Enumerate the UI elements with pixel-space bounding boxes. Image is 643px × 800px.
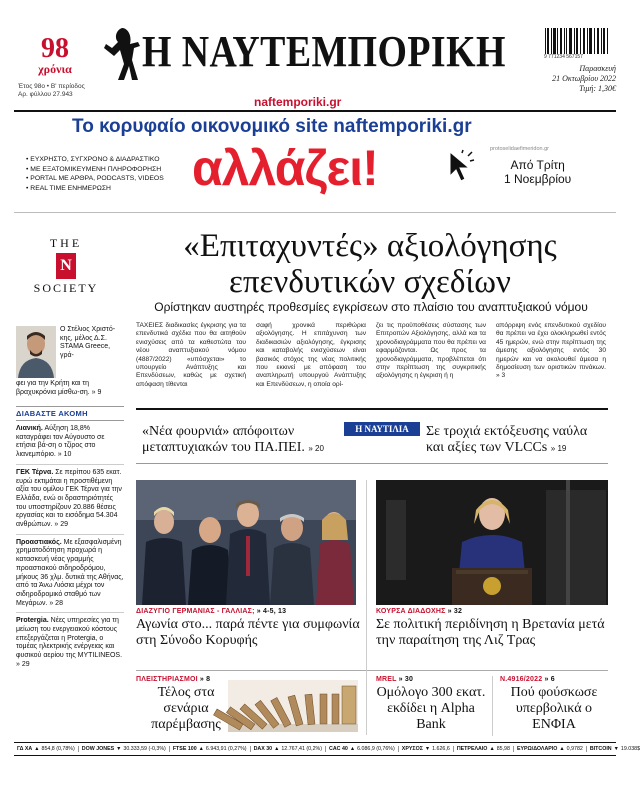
kicker-text: ΠΛΕΙΣΤΗΡΙΑΣΜΟΙ bbox=[136, 676, 198, 683]
left-sidebar bbox=[16, 230, 124, 674]
kicker-text: ΔΙΑΖΥΓΙΟ ΓΕΡΜΑΝΙΑΣ - ΓΑΛΛΙΑΣ; bbox=[136, 608, 255, 615]
story-kicker bbox=[376, 608, 608, 615]
story-headline: Σε πολιτική περιδίνηση η Βρετανία μετά την παραίτηση της Λιζ Τρας bbox=[376, 617, 605, 648]
story-auctions[interactable] bbox=[136, 676, 236, 733]
issue-meta bbox=[14, 83, 96, 99]
lead-headline[interactable] bbox=[130, 228, 610, 300]
story-kicker bbox=[136, 608, 360, 615]
lead-body bbox=[136, 322, 606, 389]
promo-date-line1: Από Τρίτη bbox=[510, 158, 565, 172]
weekday: Παρασκευή bbox=[579, 64, 616, 73]
story-divider bbox=[136, 670, 608, 671]
issue-date bbox=[552, 64, 616, 94]
teaser-left-title: «Νέα φουρνιά» απόφοιτων μεταπτυχιακών του ΠΑ.ΠΕΙ. bbox=[142, 424, 305, 455]
masthead-rule bbox=[14, 110, 616, 112]
column-divider bbox=[366, 480, 367, 735]
ticker-value: 1.626,6 bbox=[432, 746, 450, 752]
ticker-item bbox=[454, 746, 514, 752]
promo-credit: protoselidaefimeridon.gr bbox=[490, 146, 550, 152]
ticker-item bbox=[170, 746, 251, 752]
lead-headline-line2: επενδυτικών σχεδίων bbox=[229, 264, 511, 300]
ticker-name: ΧΡΥΣΟΣ bbox=[401, 746, 423, 752]
ticker-name: ΕΥΡΩ/ΔΟΛΑΡΙΟ bbox=[516, 746, 558, 752]
trend-arrow-icon: ▲ bbox=[274, 746, 280, 752]
ticker-name: BITCOIN bbox=[589, 746, 612, 752]
summit-leaders-photo bbox=[136, 480, 356, 605]
truss-resignation-photo bbox=[376, 480, 608, 605]
brief-item[interactable] bbox=[16, 421, 124, 465]
kicker-text: Ν.4916/2022 bbox=[500, 676, 543, 683]
ticker-value: 0,9782 bbox=[566, 746, 583, 752]
society-n-badge: N bbox=[56, 253, 76, 279]
kicker-page: » 32 bbox=[447, 608, 463, 615]
story-uk-politics[interactable] bbox=[376, 608, 608, 649]
trend-arrow-icon: ▼ bbox=[116, 746, 122, 752]
ticker-item bbox=[14, 746, 79, 752]
kicker-page: » 8 bbox=[199, 676, 211, 683]
promo-date-line2: 1 Νοεμβρίου bbox=[504, 172, 572, 186]
lead-column: σαφή χρονικά περιθώρια αξιολόγησης. Η επιτάχυνση των διαδικασιών αξιολόγησης, έγκρισης και καταβολής ενισχύσεων είναι βασικός στόχος της νέας πολιτικής που εκκινεί με απόφαση του αναπληρωτή υπουργού Ανάπτυξης και Επενδύσεων, η οποία ορί- bbox=[256, 322, 366, 388]
story-alpha-bank[interactable] bbox=[376, 676, 486, 733]
trend-arrow-icon: ▼ bbox=[424, 746, 431, 752]
ticker-value: 30.333,59 (-0,3%) bbox=[123, 746, 166, 752]
brief-item[interactable] bbox=[16, 535, 124, 614]
mouse-cursor-icon bbox=[448, 150, 474, 184]
ticker-name: FTSE 100 bbox=[172, 746, 197, 752]
trend-arrow-icon: ▲ bbox=[559, 746, 565, 752]
ticker-value: 19.038$ bbox=[620, 746, 641, 752]
society-logo bbox=[16, 230, 116, 320]
brief-text: Με εξασφαλισμένη χρηματοδότηση προχωρά η κατασκευή νέας γραμμής προαστιακού σιδηροδρόμου, μήκους 36 χλμ. δυτικά της Αθήνας, από τα Άνω Λιόσια μέχρι τον σιδηροδρομικό σταθμό των Μεγάρων. » 28 bbox=[16, 538, 124, 607]
read-more-heading: ΔΙΑΒΑΣΤΕ ΑΚΟΜΗ bbox=[16, 406, 124, 421]
falling-dominoes-illustration bbox=[228, 680, 358, 732]
brief-title: Λιανική. bbox=[16, 425, 43, 432]
shipping-section-badge: Η ΝΑΥΤΙΛΙΑ bbox=[344, 422, 420, 436]
trend-arrow-icon: ▲ bbox=[489, 746, 495, 752]
lead-column: ΤΑΧΕΙΕΣ διαδικασίες έγκρισης για τα επενδυτικά σχέδια που θα αιτηθούν ενισχύσεις από τα καθεστώτα του νέου αναπτυξιακού νόμου (4887/2022) «υπόσχεται» το υπουργείο Ανάπτυξης και Επενδύσεων, καθώς με σχετική απόφαση τίθενται bbox=[136, 322, 246, 388]
society-profile[interactable] bbox=[16, 326, 124, 402]
ticker-value: 85,98 bbox=[496, 746, 510, 752]
ticker-value: 6.943,91 (0,27%) bbox=[205, 746, 247, 752]
ticker-item bbox=[399, 746, 454, 752]
trend-arrow-icon: ▲ bbox=[198, 746, 204, 752]
kicker-page: » 4-5, 13 bbox=[256, 608, 287, 615]
story-kicker bbox=[500, 676, 608, 683]
trend-arrow-icon: ▲ bbox=[349, 746, 356, 752]
ticker-item bbox=[587, 746, 643, 752]
promo-feature-list bbox=[26, 155, 164, 193]
promo-big-word: αλλάζει! bbox=[192, 140, 378, 196]
promo-feature: • ΕΥΧΡΗΣΤΟ, ΣΥΓΧΡΟΝΟ & ΔΙΑΔΡΑΣΤΙΚΟ bbox=[26, 155, 164, 165]
date: 21 Οκτωβρίου 2022 bbox=[552, 74, 616, 83]
society-the: THE bbox=[49, 236, 83, 250]
brief-item[interactable] bbox=[16, 465, 124, 535]
newspaper-title: Η ΝΑΥΤΕΜΠΟΡΙΚΗ bbox=[142, 27, 506, 76]
ticker-name: ΠΕΤΡΕΛΑΙΟ bbox=[456, 746, 488, 752]
masthead bbox=[14, 22, 616, 114]
teaser-strip bbox=[136, 408, 608, 464]
trend-arrow-icon: ▼ bbox=[613, 746, 619, 752]
kicker-text: ΚΟΥΡΣΑ ΔΙΑΔΟΧΗΣ bbox=[376, 608, 446, 615]
market-ticker bbox=[14, 742, 641, 756]
ticker-name: DAX 30 bbox=[253, 746, 273, 752]
lead-headline-line1: «Επιταχυντές» αξιολόγησης bbox=[183, 228, 557, 264]
society-word: SOCIETY bbox=[33, 281, 99, 295]
barcode-number: 9 771234 567157 bbox=[544, 54, 583, 60]
brief-title: ΓΕΚ Τέρνα. bbox=[16, 468, 54, 476]
brief-text: Αύξηση 18,8% καταγράφει τον Αύγουστο σε ετήσια βά-ση ο τζίρος στο λιανεμπόριο. » 10 bbox=[16, 425, 105, 459]
column-divider bbox=[492, 676, 493, 736]
lead-subhead: Ορίστηκαν αυστηρές προθεσμίες εγκρίσεων στο πλαίσιο του αναπτυξιακού νόμου bbox=[154, 300, 588, 314]
kicker-text: MREL bbox=[376, 676, 397, 683]
ticker-value: 854,8 (0,78%) bbox=[41, 746, 75, 752]
story-headline: Τέλος στα σενάρια παρέμβασης bbox=[151, 685, 221, 732]
story-eu-summit[interactable] bbox=[136, 608, 360, 649]
promo-rule bbox=[14, 212, 616, 213]
promo-feature: • ΜΕ ΕΞΑΤΟΜΙΚΕΥΜΕΝΗ ΠΛΗΡΟΦΟΡΗΣΗ bbox=[26, 165, 164, 175]
promo-feature: • PORTAL ΜΕ ΑΡΘΡΑ, PODCASTS, VIDEOS bbox=[26, 174, 164, 184]
promo-date bbox=[504, 158, 571, 186]
ticker-value: 6.086,9 (0,76%) bbox=[357, 746, 395, 752]
story-headline: Ομόλογο 300 εκατ. εκδίδει η Alpha Bank bbox=[376, 685, 486, 732]
brief-item[interactable] bbox=[16, 613, 124, 673]
ticker-item bbox=[251, 746, 326, 752]
lead-column: απόρριψη ενός επενδυτικού σχεδίου θα πρέπει να έχει ολοκληρωθεί εντός 45 ημερών, ενώ στην περίπτωση της άμεσης αξιολόγησης εντός 30 ημερών και να ακολουθεί άμεσα η δημοσίευση των οριστικών πινάκων. » 3 bbox=[496, 322, 606, 380]
issue-year: Έτος 98ο • Β' περίοδος bbox=[18, 83, 85, 90]
ticker-value: 12.767,41 (0,2%) bbox=[281, 746, 322, 752]
brief-title: Protergia. bbox=[16, 617, 49, 625]
anniversary-word: χρόνια bbox=[38, 62, 72, 76]
anniversary-number: 98 bbox=[41, 33, 69, 64]
brief-text: Νέες υπηρεσίες για τη μείωση του ενεργειακού κόστους επεξεργάζεται η Protergia, ο τομέας ηλεκτρικής ενέργειας και φυσικού αερίου της MYTILINEOS. » 29 bbox=[16, 617, 123, 668]
issue-number: Αρ. φύλλου 27.943 bbox=[18, 91, 73, 98]
ticker-name: ΓΔ ΧΑ bbox=[17, 746, 33, 752]
story-kicker bbox=[376, 676, 486, 683]
story-kicker bbox=[136, 676, 236, 683]
profile-text-cont: φει για την Κρήτη και τη βραχυκρόνια μίσθω-ση. » 9 bbox=[16, 380, 102, 396]
ticker-name: DOW JONES bbox=[81, 746, 115, 752]
lead-column: ζει τις προϋποθέσεις σύστασης των Επιτροπών Αξιολόγησης, αλλά και τα χρονοδιαγράμματα που θα πρέπει να εφαρμόζονται. Ως προς τα χρονοδιαγράμματα, προβλέπεται ότι στην περίπτωση της συγκριτικής αξιολόγησης η έγκριση ή η bbox=[376, 322, 486, 380]
teaser-right-title: Σε τροχιά εκτόξευσης ναύλα και αξίες των VLCCs bbox=[426, 424, 588, 455]
story-headline: Πού φούσκωσε υπερβολικά ο ΕΝΦΙΑ bbox=[510, 685, 598, 732]
ticker-item bbox=[79, 746, 170, 752]
brief-text: Σε περίπου 635 εκατ. ευρώ εκτιμάται η προστιθέμενη αξία του ομίλου ΓΕΚ Τέρνα για την Ελλάδα, ενώ οι δραστηριότητές του υποστηρίζουν 20.886 θέσεις εργασίας και το εισόδημα 54.304 ανθρώπων. » 29 bbox=[16, 468, 122, 529]
ticker-item bbox=[326, 746, 399, 752]
profile-text: Ο Στέλιος Χριστό-κης, μέλος Δ.Σ. STAMA Greece, γρά- bbox=[60, 326, 116, 359]
teaser-left-page: » 20 bbox=[308, 444, 324, 453]
kicker-page: » 6 bbox=[544, 676, 555, 683]
story-headline: Αγωνία στο... παρά πέντε για συμφωνία στη Σύνοδο Κορυφής bbox=[136, 617, 360, 648]
kicker-page: » 30 bbox=[398, 676, 414, 683]
promo-headline: Το κορυφαίο οικονομικό site naftemporiki.gr bbox=[72, 116, 472, 137]
site-url[interactable]: naftemporiki.gr bbox=[254, 95, 342, 109]
brief-title: Προαστιακός. bbox=[16, 538, 62, 546]
portrait-photo bbox=[16, 326, 56, 378]
price: Τιμή: 1,30€ bbox=[579, 84, 616, 93]
hermes-logo-icon bbox=[102, 24, 142, 84]
barcode-icon bbox=[544, 28, 610, 54]
promo-feature: • REAL TIME ΕΝΗΜΕΡΩΣΗ bbox=[26, 184, 164, 194]
anniversary-badge bbox=[14, 33, 96, 99]
teaser-right[interactable] bbox=[426, 424, 606, 457]
ticker-name: CAC 40 bbox=[329, 746, 348, 752]
teaser-right-page: » 19 bbox=[550, 444, 567, 453]
teaser-left[interactable] bbox=[142, 424, 342, 457]
story-enfia[interactable] bbox=[500, 676, 608, 733]
trend-arrow-icon: ▲ bbox=[34, 746, 40, 752]
ticker-item bbox=[514, 746, 587, 752]
